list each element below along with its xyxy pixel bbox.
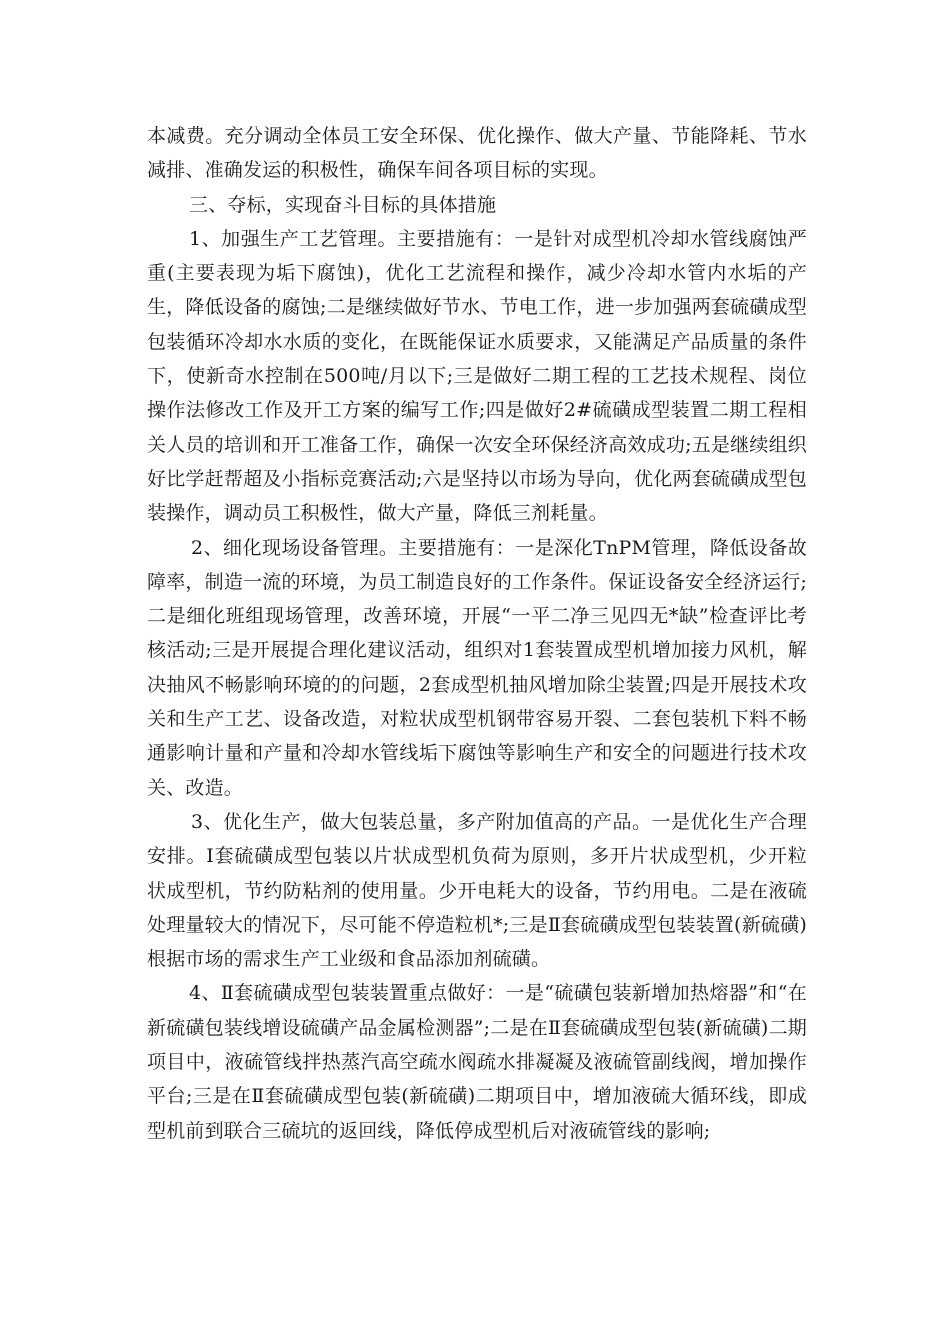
intro-paragraph: 本减费。充分调动全体员工安全环保、优化操作、做大产量、节能降耗、节水减排、准确发运的积极性，确保车间各项目标的实现。 bbox=[147, 125, 807, 182]
section-heading: 三、夺标，实现奋斗目标的具体措施 bbox=[189, 193, 497, 216]
paragraph-packaging-unit: 4、Ⅱ套硫磺成型包装装置重点做好：一是“硫磺包装新增加热熔器”和“在新硫磺包装线增设硫磺产品金属检测器”;二是在Ⅱ套硫磺成型包装(新硫磺)二期项目中，液硫管线拌热蒸汽高空疏水阀疏水排凝凝及液硫管副线阀，增加操作平台;三是在Ⅱ套硫磺成型包装(新硫磺)二期项目中，增加液硫大循环线，即成型机前到联合三硫坑的返回线，降低停成型机后对液硫管线的影响; bbox=[147, 982, 807, 1142]
paragraph-equipment-management: 2、细化现场设备管理。主要措施有：一是深化TnPM管理，降低设备故障率，制造一流的环境，为员工制造良好的工作条件。保证设备安全经济运行;二是细化班组现场管理，改善环境，开展“一平二净三见四无*缺”检查评比考核活动;三是开展提合理化建议活动，组织对1套装置成型机增加接力风机，解决抽风不畅影响环境的的问题，2套成型机抽风增加除尘装置;四是开展技术攻关和生产工艺、设备改造，对粒状成型机钢带容易开裂、二套包装机下料不畅通影响计量和产量和冷却水管线垢下腐蚀等影响生产和安全的问题进行技术攻关、改造。 bbox=[147, 536, 807, 799]
document-body bbox=[147, 119, 807, 1148]
paragraph-production-optimization: 3、优化生产，做大包装总量，多产附加值高的产品。一是优化生产合理安排。Ⅰ套硫磺成型包装以片状成型机负荷为原则，多开片状成型机，少开粒状成型机，节约防粘剂的使用量。少开电耗大的设备，节约用电。二是在液硫处理量较大的情况下，尽可能不停造粒机*;三是Ⅱ套硫磺成型包装装置(新硫磺)根据市场的需求生产工业级和食品添加剂硫磺。 bbox=[147, 810, 807, 971]
paragraph-process-management: 1、加强生产工艺管理。主要措施有：一是针对成型机冷却水管线腐蚀严重(主要表现为垢下腐蚀)，优化工艺流程和操作，减少冷却水管内水垢的产生，降低设备的腐蚀;二是继续做好节水、节电工作，进一步加强两套硫磺成型包装循环冷却水水质的变化，在既能保证水质要求，又能满足产品质量的条件下，使新奇水控制在500吨/月以下;三是做好二期工程的工艺技术规程、岗位操作法修改工作及开工方案的编写工作;四是做好2#硫磺成型装置二期工程相关人员的培训和开工准备工作，确保一次安全环保经济高效成功;五是继续组织好比学赶帮超及小指标竞赛活动;六是坚持以市场为导向，优化两套硫磺成型包装操作，调动员工积极性，做大产量，降低三剂耗量。 bbox=[147, 227, 807, 525]
